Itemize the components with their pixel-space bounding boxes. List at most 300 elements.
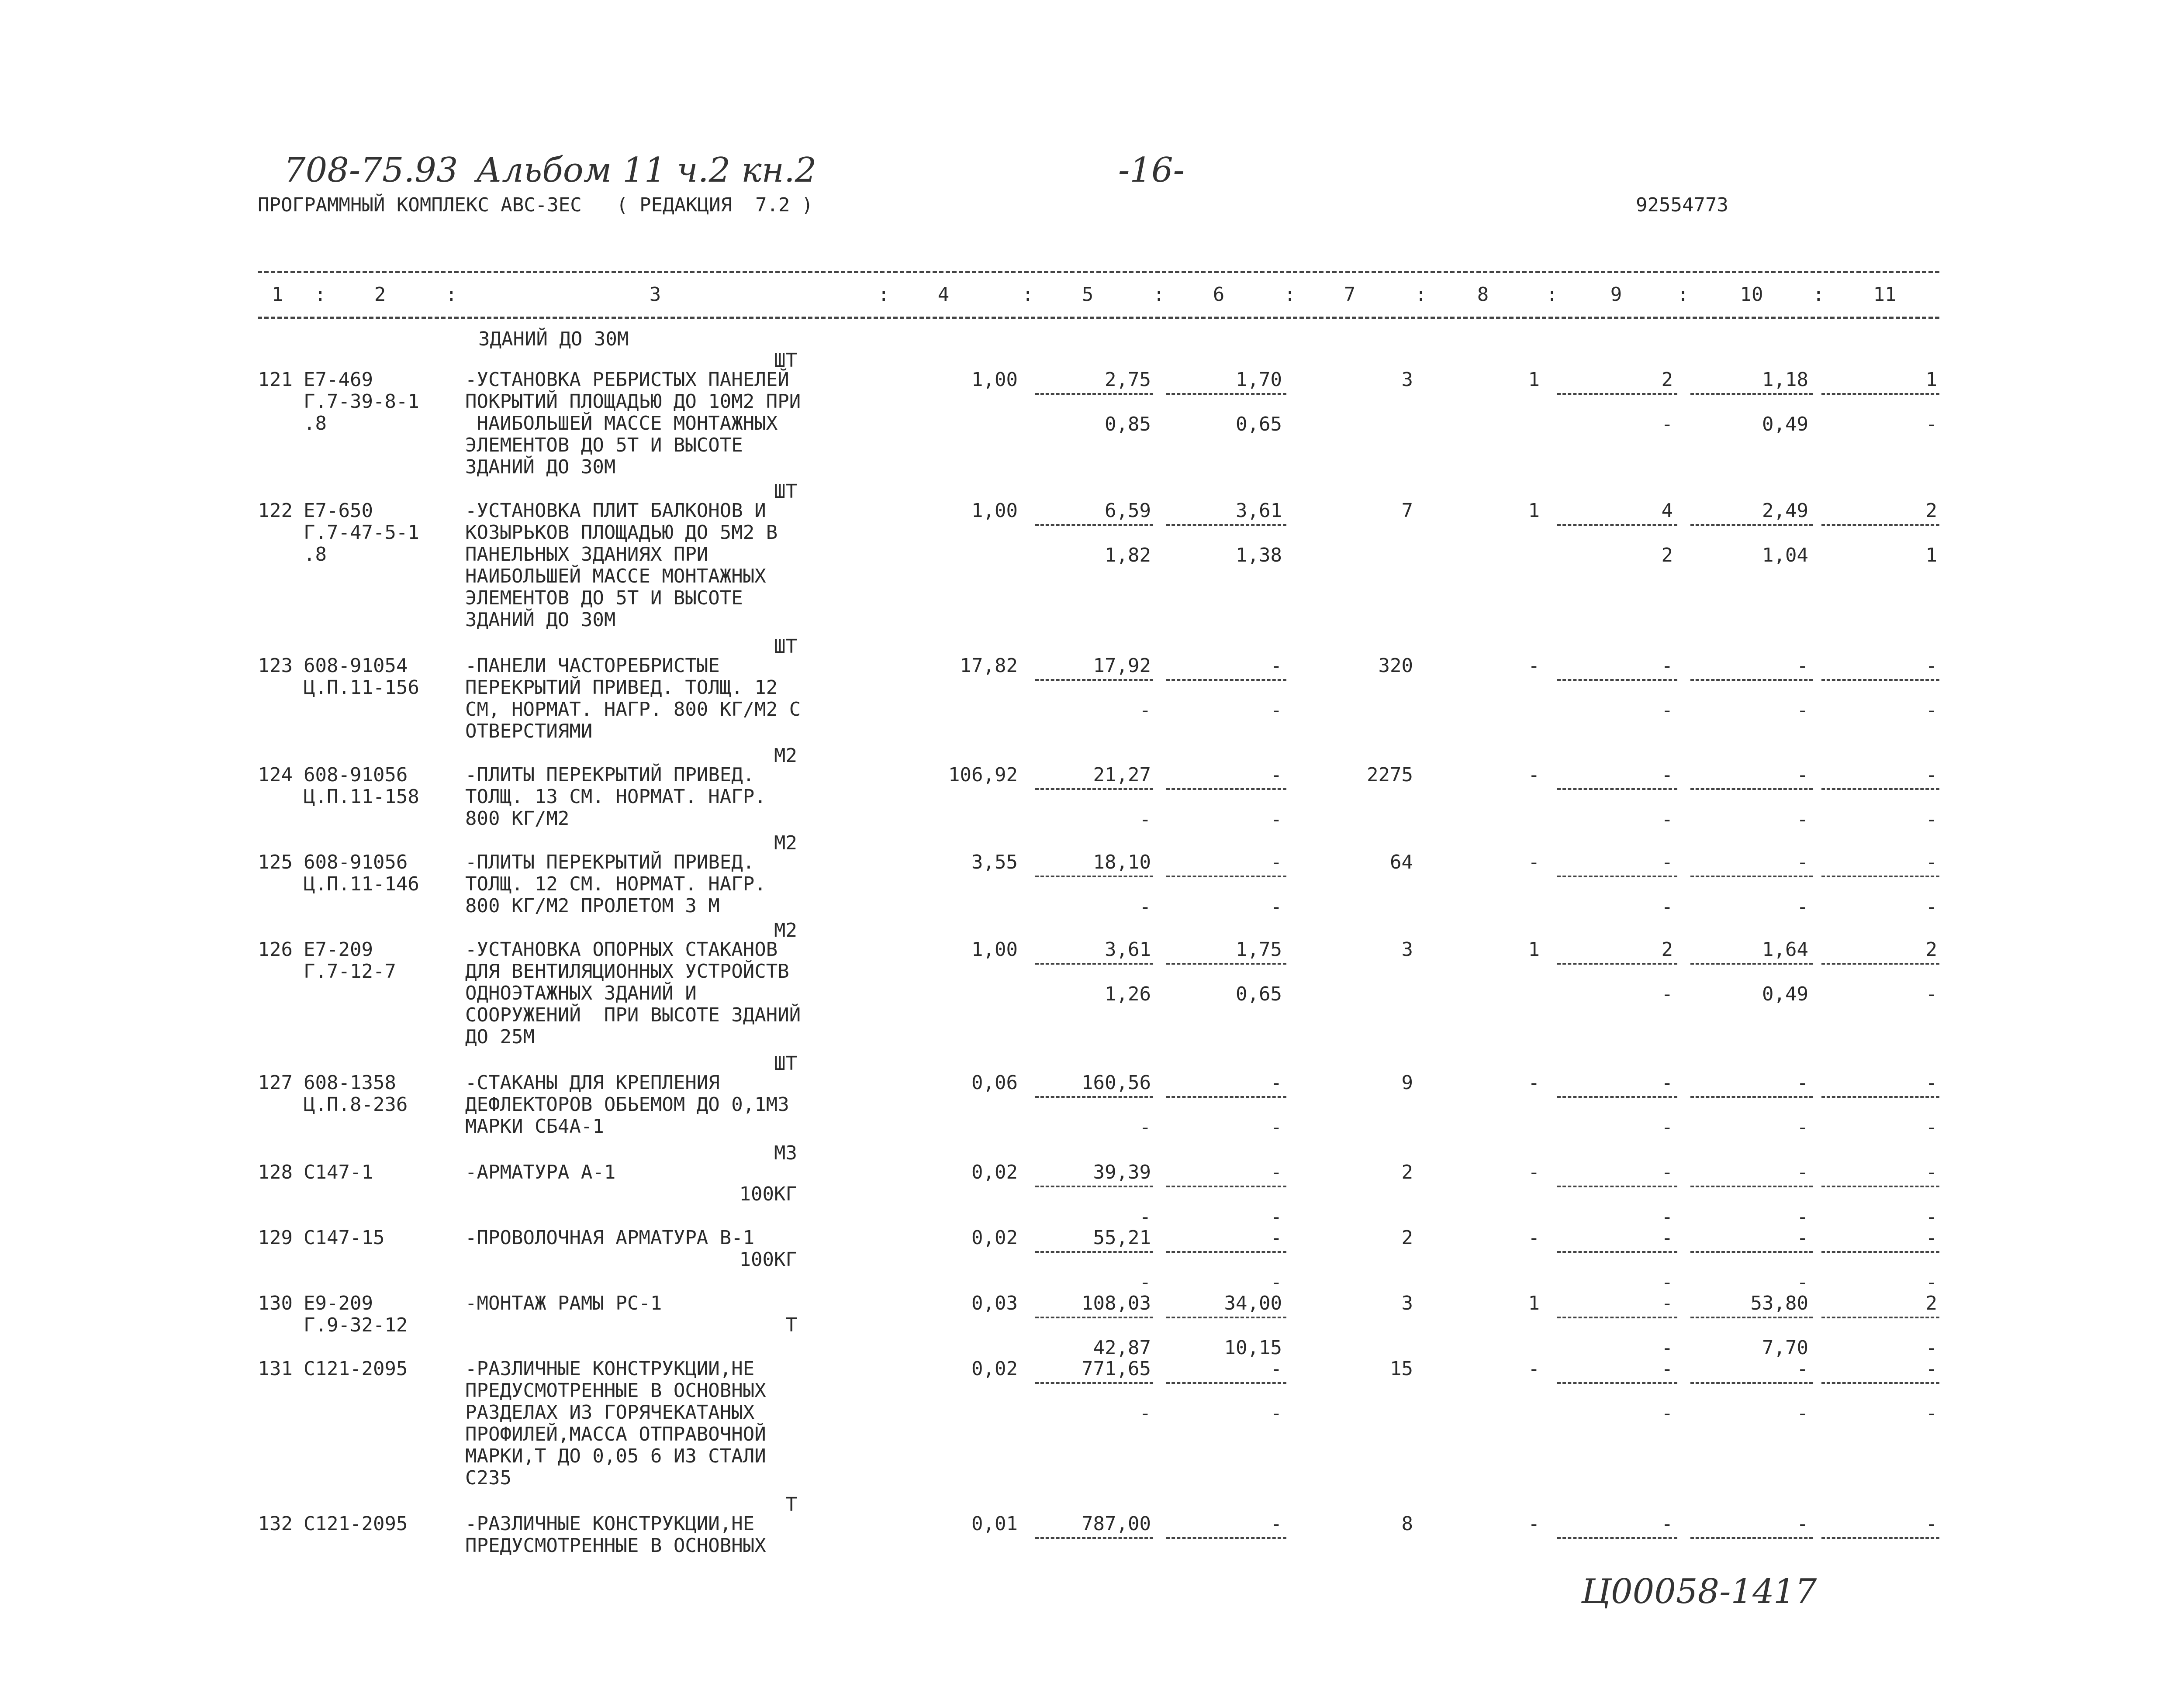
value-col-8: 1 [1528,1292,1540,1314]
value-col-6: - [1270,1227,1282,1249]
value-col-8: - [1528,655,1540,677]
column-separator: : [1813,283,1825,306]
value-col-9: 2 [1661,369,1673,391]
secondary-value-col-10: - [1797,1206,1808,1228]
work-description-line: ТОЛЩ. 12 СМ. НОРМАТ. НАГР. [465,873,766,895]
fraction-divider [1690,788,1813,790]
secondary-value-col-9: - [1661,983,1673,1005]
value-col-4: 1,00 [971,938,1018,961]
fraction-divider [1690,1382,1813,1384]
fraction-divider [1690,1186,1813,1187]
work-description-line: -РАЗЛИЧНЫЕ КОНСТРУКЦИИ,НЕ [465,1358,755,1380]
fraction-divider [1035,1317,1153,1318]
secondary-value-col-5: 42,87 [1093,1337,1151,1359]
unit-label: М2 [774,919,797,941]
fraction-divider [1035,876,1153,877]
value-col-5: 55,21 [1093,1227,1151,1249]
secondary-value-col-9: - [1661,808,1673,831]
fraction-divider [1035,1382,1153,1384]
value-col-4: 0,02 [971,1161,1018,1183]
fraction-divider [1821,876,1939,877]
column-header-11: 11 [1873,283,1897,306]
secondary-value-col-9: - [1661,699,1673,721]
column-separator: : [1153,283,1165,306]
secondary-value-col-6: - [1270,1402,1282,1424]
fraction-divider [1557,963,1677,965]
value-col-5: 787,00 [1082,1513,1151,1535]
row-number: 129 [258,1227,293,1249]
value-col-6: - [1270,1072,1282,1094]
value-col-8: 1 [1528,500,1540,522]
row-number: 128 [258,1161,293,1183]
secondary-value-col-11: - [1925,1116,1937,1138]
fraction-divider [1690,1096,1813,1098]
fraction-divider [1557,1251,1677,1253]
secondary-value-col-5: - [1139,896,1151,918]
work-description-line: 800 КГ/М2 [465,807,570,830]
work-description-line: ПРОФИЛЕЙ,МАССА ОТПРАВОЧНОЙ [465,1423,766,1445]
resource-code: 608-1358 [304,1072,396,1094]
value-col-6: - [1270,1161,1282,1183]
value-col-10: - [1797,1513,1808,1535]
fraction-divider [1166,393,1286,395]
work-description-line: ТОЛЩ. 13 СМ. НОРМАТ. НАГР. [465,786,766,808]
fraction-divider [1557,393,1677,395]
resource-code: Е7-469 [304,369,373,391]
fraction-divider [1166,1382,1286,1384]
secondary-value-col-10: - [1797,1116,1808,1138]
fraction-divider [1557,1096,1677,1098]
fraction-divider [1035,963,1153,965]
work-description-line: -ПРОВОЛОЧНАЯ АРМАТУРА В-1 [465,1227,755,1249]
secondary-value-col-6: - [1270,808,1282,831]
secondary-value-col-11: - [1925,1402,1937,1424]
fraction-divider [1821,1096,1939,1098]
column-header-7: 7 [1344,283,1356,306]
value-col-6: - [1270,1358,1282,1380]
handwritten-reference: Ц00058-14 [1581,1572,1774,1611]
resource-code: Ц.П.11-158 [304,786,419,808]
fraction-divider [1690,524,1813,526]
row-number: 127 [258,1072,293,1094]
secondary-value-col-5: 1,26 [1105,983,1151,1005]
value-col-9: - [1661,1513,1673,1535]
work-description-line: ЗДАНИЙ ДО 30М [465,456,616,478]
fraction-divider [1557,1382,1677,1384]
fraction-divider [1166,1251,1286,1253]
secondary-value-col-10: 0,49 [1762,983,1808,1005]
fraction-divider [1166,679,1286,681]
secondary-value-col-6: 0,65 [1236,413,1282,435]
work-description-line: -УСТАНОВКА ОПОРНЫХ СТАКАНОВ [465,938,778,961]
fraction-divider [1690,393,1813,395]
row-number: 130 [258,1292,293,1314]
fraction-divider [1557,876,1677,877]
column-separator: : [446,283,457,306]
unit-label: Т [785,1493,797,1516]
column-header-2: 2 [374,283,386,306]
work-description-line: -СТАКАНЫ ДЛЯ КРЕПЛЕНИЯ [465,1072,720,1094]
resource-code: Г.7-39-8-1 [304,390,419,413]
value-col-11: 2 [1925,1292,1937,1314]
column-separator: : [878,283,890,306]
fraction-divider [1690,1537,1813,1539]
value-col-7: 15 [1390,1358,1413,1380]
value-col-7: 3 [1401,369,1413,391]
secondary-value-col-9: - [1661,1402,1673,1424]
value-col-6: 1,75 [1236,938,1282,961]
unit-label: М2 [774,832,797,854]
unit-label: М3 [774,1142,797,1164]
row-number: 131 [258,1358,293,1380]
work-description-line: ДО 25М [465,1026,535,1048]
row-number: 126 [258,938,293,961]
work-description-line: МАРКИ,Т ДО 0,05 6 ИЗ СТАЛИ [465,1445,766,1467]
column-separator: : [1284,283,1296,306]
value-col-11: - [1925,1227,1937,1249]
value-col-5: 160,56 [1082,1072,1151,1094]
secondary-value-col-6: 1,38 [1236,544,1282,566]
secondary-value-col-11: - [1925,808,1937,831]
fraction-divider [1166,1537,1286,1539]
secondary-value-col-10: - [1797,699,1808,721]
column-separator: : [314,283,326,306]
value-col-10: - [1797,851,1808,873]
fraction-divider [1690,1317,1813,1318]
secondary-value-col-10: - [1797,1402,1808,1424]
handwritten-sheet-number: 17 [1773,1572,1817,1611]
column-separator: : [1677,283,1689,306]
work-description-line: РАЗДЕЛАХ ИЗ ГОРЯЧЕКАТАНЫХ [465,1401,755,1424]
secondary-value-col-11: - [1925,699,1937,721]
secondary-value-col-5: - [1139,1116,1151,1138]
value-col-9: - [1661,1358,1673,1380]
secondary-value-col-11: - [1925,896,1937,918]
resource-code: Г.7-47-5-1 [304,521,419,544]
value-col-4: 0,01 [971,1513,1018,1535]
secondary-value-col-11: - [1925,1337,1937,1359]
secondary-value-col-11: - [1925,1206,1937,1228]
value-col-6: - [1270,655,1282,677]
value-col-10: - [1797,1161,1808,1183]
value-col-11: - [1925,655,1937,677]
value-col-9: - [1661,1072,1673,1094]
value-col-7: 3 [1401,938,1413,961]
value-col-9: 4 [1661,500,1673,522]
work-description-line: ЭЛЕМЕНТОВ ДО 5Т И ВЫСОТЕ [465,587,743,609]
fraction-divider [1035,1251,1153,1253]
secondary-value-col-5: - [1139,1206,1151,1228]
work-description-line: С235 [465,1467,511,1489]
secondary-value-col-6: - [1270,699,1282,721]
value-col-9: - [1661,764,1673,786]
work-description-line: ОТВЕРСТИЯМИ [465,720,593,742]
resource-code: Е7-650 [304,500,373,522]
work-description-line: ПРЕДУСМОТРЕННЫЕ В ОСНОВНЫХ [465,1379,766,1402]
row-number: 122 [258,500,293,522]
carry-over-text: ЗДАНИЙ ДО 30М [478,328,629,350]
secondary-value-col-10: - [1797,896,1808,918]
work-description-line: -ПАНЕЛИ ЧАСТОРЕБРИСТЫЕ [465,655,720,677]
work-description-line: ОДНОЭТАЖНЫХ ЗДАНИЙ И [465,982,697,1004]
value-col-7: 320 [1378,655,1413,677]
value-col-5: 6,59 [1105,500,1151,522]
handwritten-code: 708-75.93 [284,151,458,190]
value-col-5: 21,27 [1093,764,1151,786]
secondary-value-col-5: 1,82 [1105,544,1151,566]
column-header-3: 3 [649,283,661,306]
secondary-value-col-5: - [1139,1402,1151,1424]
fraction-divider [1166,1096,1286,1098]
value-col-4: 0,06 [971,1072,1018,1094]
work-description-line: ПАНЕЛЬНЫХ ЗДАНИЯХ ПРИ [465,543,708,566]
column-header-9: 9 [1610,283,1622,306]
value-col-4: 0,02 [971,1227,1018,1249]
column-header-8: 8 [1477,283,1489,306]
fraction-divider [1690,963,1813,965]
value-col-6: - [1270,851,1282,873]
value-col-8: - [1528,764,1540,786]
work-description-line: ЭЛЕМЕНТОВ ДО 5Т И ВЫСОТЕ [465,434,743,456]
secondary-value-col-9: - [1661,1337,1673,1359]
fraction-divider [1821,1382,1939,1384]
work-description-line: 800 КГ/М2 ПРОЛЕТОМ 3 М [465,895,720,917]
program-title: ПРОГРАММНЫЙ КОМПЛЕКС АВС-3ЕС ( РЕДАКЦИЯ 7.2 ) [258,194,813,216]
value-col-8: - [1528,1358,1540,1380]
unit-label: ШТ [774,480,797,503]
value-col-9: - [1661,1227,1673,1249]
secondary-value-col-9: - [1661,1116,1673,1138]
value-col-4: 0,03 [971,1292,1018,1314]
row-number: 125 [258,851,293,873]
value-col-8: - [1528,1072,1540,1094]
value-col-11: - [1925,1513,1937,1535]
fraction-divider [1557,1317,1677,1318]
value-col-10: - [1797,1072,1808,1094]
value-col-5: 39,39 [1093,1161,1151,1183]
secondary-value-col-11: 1 [1925,544,1937,566]
value-col-4: 3,55 [971,851,1018,873]
value-col-11: 1 [1925,369,1937,391]
unit-label: 100КГ [739,1248,797,1271]
secondary-value-col-11: - [1925,1271,1937,1293]
value-col-10: 2,49 [1762,500,1808,522]
value-col-10: - [1797,764,1808,786]
value-col-4: 17,82 [960,655,1018,677]
fraction-divider [1821,524,1939,526]
secondary-value-col-5: - [1139,1271,1151,1293]
fraction-divider [1821,679,1939,681]
value-col-11: - [1925,851,1937,873]
value-col-7: 64 [1390,851,1413,873]
resource-code: Г.7-12-7 [304,960,396,983]
work-description-line: НАИБОЛЬШЕЙ МАССЕ МОНТАЖНЫХ [465,412,778,434]
value-col-10: - [1797,1227,1808,1249]
value-col-9: - [1661,655,1673,677]
value-col-5: 18,10 [1093,851,1151,873]
secondary-value-col-6: 0,65 [1236,983,1282,1005]
unit-label: ШТ [774,635,797,658]
secondary-value-col-11: - [1925,413,1937,435]
value-col-5: 108,03 [1082,1292,1151,1314]
resource-code: 608-91056 [304,851,408,873]
value-col-8: - [1528,851,1540,873]
value-col-11: - [1925,1161,1937,1183]
document-id: 92554773 [1636,194,1728,216]
resource-code: С121-2095 [304,1358,408,1380]
row-number: 123 [258,655,293,677]
work-description-line: ПЕРЕКРЫТИЙ ПРИВЕД. ТОЛЩ. 12 [465,676,778,699]
column-separator: : [1546,283,1558,306]
value-col-11: - [1925,1358,1937,1380]
resource-code: 608-91054 [304,655,408,677]
resource-code: Г.9-32-12 [304,1314,408,1336]
value-col-9: - [1661,1161,1673,1183]
value-col-7: 2275 [1367,764,1413,786]
secondary-value-col-10: 0,49 [1762,413,1808,435]
value-col-8: 1 [1528,938,1540,961]
secondary-value-col-6: - [1270,1206,1282,1228]
secondary-value-col-10: - [1797,808,1808,831]
fraction-divider [1035,524,1153,526]
resource-code: 608-91056 [304,764,408,786]
fraction-divider [1821,788,1939,790]
fraction-divider [1821,1186,1939,1187]
secondary-value-col-9: - [1661,1206,1673,1228]
column-header-1: 1 [271,283,283,306]
fraction-divider [1821,393,1939,395]
work-description-line: МАРКИ СБ4А-1 [465,1115,604,1138]
secondary-value-col-11: - [1925,983,1937,1005]
secondary-value-col-9: 2 [1661,544,1673,566]
work-description-line: ЗДАНИЙ ДО 30М [465,609,616,631]
fraction-divider [1035,393,1153,395]
value-col-9: 2 [1661,938,1673,961]
work-description-line: НАИБОЛЬШЕЙ МАССЕ МОНТАЖНЫХ [465,565,766,587]
fraction-divider [1821,1251,1939,1253]
resource-code: С147-15 [304,1227,385,1249]
value-col-4: 0,02 [971,1358,1018,1380]
fraction-divider [1557,524,1677,526]
column-separator: : [1022,283,1034,306]
unit-label: 100КГ [739,1183,797,1205]
value-col-6: - [1270,1513,1282,1535]
resource-code: Е9-209 [304,1292,373,1314]
fraction-divider [1821,1317,1939,1318]
value-col-5: 17,92 [1093,655,1151,677]
fraction-divider [1035,1537,1153,1539]
value-col-6: 1,70 [1236,369,1282,391]
value-col-5: 771,65 [1082,1358,1151,1380]
work-description-line: -МОНТАЖ РАМЫ РС-1 [465,1292,662,1314]
fraction-divider [1035,679,1153,681]
value-col-5: 2,75 [1105,369,1151,391]
resource-code: Ц.П.8-236 [304,1093,408,1116]
value-col-10: - [1797,1358,1808,1380]
value-col-7: 9 [1401,1072,1413,1094]
work-description-line: ДЕФЛЕКТОРОВ ОБЬЕМОМ ДО 0,1М3 [465,1093,789,1116]
fraction-divider [1690,679,1813,681]
resource-code: С121-2095 [304,1513,408,1535]
secondary-value-col-10: 7,70 [1762,1337,1808,1359]
unit-label: ШТ [774,349,797,372]
fraction-divider [1557,679,1677,681]
secondary-value-col-6: 10,15 [1224,1337,1282,1359]
work-description-line: -РАЗЛИЧНЫЕ КОНСТРУКЦИИ,НЕ [465,1513,755,1535]
fraction-divider [1690,1251,1813,1253]
value-col-10: 53,80 [1750,1292,1808,1314]
value-col-7: 2 [1401,1227,1413,1249]
value-col-5: 3,61 [1105,938,1151,961]
value-col-6: 34,00 [1224,1292,1282,1314]
value-col-7: 2 [1401,1161,1413,1183]
value-col-8: - [1528,1513,1540,1535]
work-description-line: -УСТАНОВКА РЕБРИСТЫХ ПАНЕЛЕЙ [465,369,789,391]
handwritten-album: Альбом 11 ч.2 кн.2 [476,151,817,190]
value-col-7: 3 [1401,1292,1413,1314]
fraction-divider [1821,1537,1939,1539]
fraction-divider [1035,1096,1153,1098]
column-separator: : [1415,283,1427,306]
fraction-divider [1035,1186,1153,1187]
value-col-10: - [1797,655,1808,677]
resource-code: Е7-209 [304,938,373,961]
fraction-divider [1166,1317,1286,1318]
value-col-8: 1 [1528,369,1540,391]
unit-label: ШТ [774,1052,797,1075]
fraction-divider [1557,788,1677,790]
work-description-line: -ПЛИТЫ ПЕРЕКРЫТИЙ ПРИВЕД. [465,764,755,786]
secondary-value-col-6: - [1270,896,1282,918]
value-col-6: 3,61 [1236,500,1282,522]
value-col-10: 1,18 [1762,369,1808,391]
secondary-value-col-10: - [1797,1271,1808,1293]
value-col-7: 8 [1401,1513,1413,1535]
secondary-value-col-5: - [1139,699,1151,721]
unit-label: М2 [774,745,797,767]
value-col-11: 2 [1925,500,1937,522]
column-header-5: 5 [1082,283,1094,306]
column-header-4: 4 [937,283,950,306]
secondary-value-col-6: - [1270,1271,1282,1293]
value-col-4: 1,00 [971,369,1018,391]
fraction-divider [1166,876,1286,877]
fraction-divider [1166,963,1286,965]
value-col-4: 106,92 [948,764,1018,786]
value-col-8: - [1528,1227,1540,1249]
resource-code: Ц.П.11-156 [304,676,419,699]
resource-code: С147-1 [304,1161,373,1183]
secondary-value-col-10: 1,04 [1762,544,1808,566]
secondary-value-col-9: - [1661,896,1673,918]
header-rule-top [258,271,1939,273]
work-description-line: СООРУЖЕНИЙ ПРИ ВЫСОТЕ ЗДАНИЙ [465,1004,801,1026]
row-number: 121 [258,369,293,391]
row-number: 124 [258,764,293,786]
resource-code: .8 [304,543,327,566]
fraction-divider [1557,1186,1677,1187]
value-col-9: - [1661,1292,1673,1314]
secondary-value-col-5: 0,85 [1105,413,1151,435]
work-description-line: ПОКРЫТИЙ ПЛОЩАДЬЮ ДО 10М2 ПРИ [465,390,801,413]
work-description-line: -ПЛИТЫ ПЕРЕКРЫТИЙ ПРИВЕД. [465,851,755,873]
value-col-4: 1,00 [971,500,1018,522]
resource-code: .8 [304,412,327,434]
value-col-11: 2 [1925,938,1937,961]
work-description-line: -УСТАНОВКА ПЛИТ БАЛКОНОВ И [465,500,766,522]
work-description-line: СМ, НОРМАТ. НАГР. 800 КГ/М2 С [465,698,801,721]
value-col-7: 7 [1401,500,1413,522]
